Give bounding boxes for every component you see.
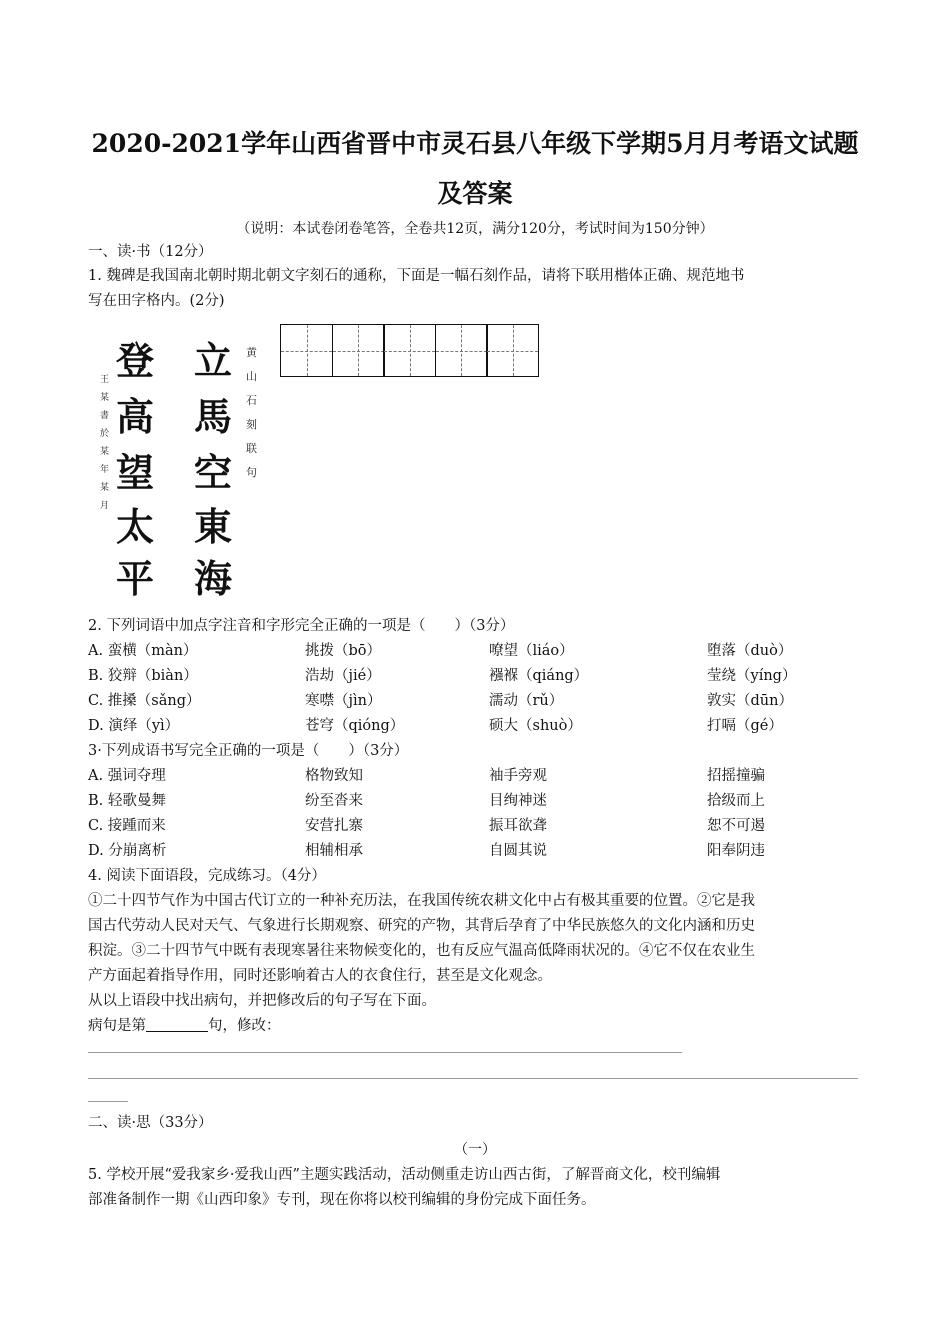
grid-cell-5[interactable] (486, 324, 539, 377)
q2-b-2: 浩劫（jié） (305, 668, 381, 684)
answer-rule-2[interactable] (88, 1078, 858, 1079)
q3-stem: 3·下列成语书写完全正确的一项是（ ）（3分） (88, 743, 409, 759)
calli-left-3: 望 (116, 450, 155, 495)
calli-right-5: 海 (194, 556, 233, 598)
calligraphy-image (98, 326, 266, 598)
q4-answer-suffix: 句，修改： (208, 1018, 281, 1034)
section2-sub: （一） (454, 1142, 496, 1158)
svg-text:刻: 刻 (246, 418, 257, 431)
calli-left-4: 太 (116, 504, 155, 549)
q3-c-3: 振耳欲聋 (489, 818, 547, 834)
svg-text:山: 山 (246, 370, 257, 383)
svg-text:王: 王 (100, 375, 110, 385)
calli-left-1: 登 (116, 338, 155, 383)
q3-a-4: 招摇撞骗 (707, 768, 765, 784)
svg-text:書: 書 (100, 411, 110, 421)
svg-text:联: 联 (246, 442, 257, 455)
q2-d-1[interactable]: D. 演绎（yì） (88, 718, 180, 734)
q3-d-2: 相辅相承 (305, 843, 363, 859)
q3-b-1[interactable]: B. 轻歌曼舞 (88, 793, 166, 809)
calli-right-1: 立 (194, 338, 233, 383)
q2-a-4: 堕落（duò） (707, 643, 793, 659)
svg-text:黄: 黄 (246, 346, 257, 359)
calli-right-2: 馬 (194, 394, 233, 439)
q2-d-2: 苍穹（qióng） (305, 718, 405, 734)
grid-cell-2[interactable] (332, 324, 385, 377)
q2-a-2: 挑拨（bō） (305, 643, 382, 659)
q2-stem: 2. 下列词语中加点字注音和字形完全正确的一项是（ ）（3分） (88, 618, 515, 634)
svg-text:某: 某 (100, 447, 110, 457)
grid-cell-3[interactable] (383, 324, 436, 377)
q4-answer-line (88, 1016, 281, 1036)
section2-heading: 二、读·思（33分） (88, 1115, 213, 1131)
exam-title-line2: 及答案 (437, 179, 513, 208)
q4-instruction: 从以上语段中找出病句，并把修改后的句子写在下面。 (88, 993, 436, 1009)
calli-left-5: 平 (116, 556, 155, 598)
svg-text:某: 某 (100, 483, 110, 493)
svg-text:某: 某 (100, 393, 110, 403)
q1-text-1: 1. 魏碑是我国南北朝时期北朝文字刻石的通称，下面是一幅石刻作品，请将下联用楷体正确、规范地书 (88, 268, 745, 284)
q3-c-4: 恕不可遏 (707, 818, 765, 834)
q3-d-4: 阳奉阴违 (707, 843, 765, 859)
svg-text:月: 月 (100, 501, 110, 511)
q4-para-4: 产方面起着指导作用，同时还影响着古人的衣食住行，甚至是文化观念。 (88, 968, 552, 984)
q2-d-4: 打嗝（gé） (707, 718, 783, 734)
q2-d-3: 硕大（shuò） (489, 718, 582, 734)
q3-b-3: 目绚神迷 (489, 793, 547, 809)
q2-a-3: 嘹望（liáo） (489, 643, 574, 659)
q3-c-2: 安营扎寨 (305, 818, 363, 834)
svg-text:句: 句 (246, 466, 257, 479)
q2-c-2: 寒噤（jìn） (305, 693, 382, 709)
q4-para-2: 国古代劳动人民对天气、气象进行长期观察、研究的产物，其背后孕育了中华民族悠久的文化内涵和历史 (88, 918, 755, 934)
q4-para-1: ①二十四节气作为中国古代订立的一种补充历法，在我国传统农耕文化中占有极其重要的位置。②它是我 (88, 893, 755, 909)
q3-a-1[interactable]: A. 强词夺理 (88, 768, 166, 784)
q2-b-3: 襁褓（qiáng） (489, 668, 589, 684)
q2-c-4: 敦实（dūn） (707, 693, 793, 709)
q3-a-2: 格物致知 (305, 768, 363, 784)
q3-b-2: 纷至沓来 (305, 793, 363, 809)
tianzige-grid[interactable] (280, 324, 538, 377)
calli-right-4: 東 (194, 504, 233, 549)
q5-text-2: 部准备制作一期《山西印象》专刊，现在你将以校刊编辑的身份完成下面任务。 (88, 1192, 596, 1208)
calli-right-3: 空 (194, 450, 233, 495)
q2-c-1[interactable]: C. 推搡（sǎng） (88, 693, 201, 709)
answer-rule-1[interactable] (88, 1052, 682, 1053)
answer-rule-3[interactable] (88, 1101, 128, 1102)
exam-note: （说明：本试卷闭卷笔答，全卷共12页，满分120分，考试时间为150分钟） (236, 221, 714, 237)
svg-text:於: 於 (100, 429, 110, 439)
svg-text:石: 石 (246, 394, 257, 407)
grid-cell-4[interactable] (435, 324, 488, 377)
q2-b-1[interactable]: B. 狡辩（biàn） (88, 668, 198, 684)
q4-para-3: 积淀。③二十四节气中既有表现寒暑往来物候变化的，也有反应气温高低降雨状况的。④它不仅在农业生 (88, 943, 755, 959)
q2-c-3: 濡动（rǔ） (489, 693, 564, 709)
svg-text:年: 年 (100, 465, 110, 475)
grid-cell-1[interactable] (280, 324, 333, 377)
q3-d-1[interactable]: D. 分崩离析 (88, 843, 167, 859)
calli-left-2: 高 (116, 394, 155, 439)
q2-a-1[interactable]: A. 蛮横（màn） (88, 643, 198, 659)
q1-text-2: 写在田字格内。(2分) (88, 293, 225, 309)
q3-c-1[interactable]: C. 接踵而来 (88, 818, 166, 834)
section1-heading: 一、读·书（12分） (88, 244, 213, 260)
q3-a-3: 袖手旁观 (489, 768, 547, 784)
q4-blank[interactable] (146, 1017, 208, 1032)
q4-answer-prefix: 病句是第 (88, 1018, 146, 1034)
exam-title-line1: 2020-2021学年山西省晋中市灵石县八年级下学期5月月考语文试题 (91, 129, 859, 158)
q4-stem: 4. 阅读下面语段，完成练习。（4分） (88, 868, 326, 884)
q3-d-3: 自圆其说 (489, 843, 547, 859)
q5-text-1: 5. 学校开展“爱我家乡·爱我山西”主题实践活动，活动侧重走访山西古街，了解晋商文化，校刊编辑 (88, 1167, 721, 1183)
q2-b-4: 莹绕（yíng） (707, 668, 797, 684)
q3-b-4: 拾级而上 (707, 793, 765, 809)
